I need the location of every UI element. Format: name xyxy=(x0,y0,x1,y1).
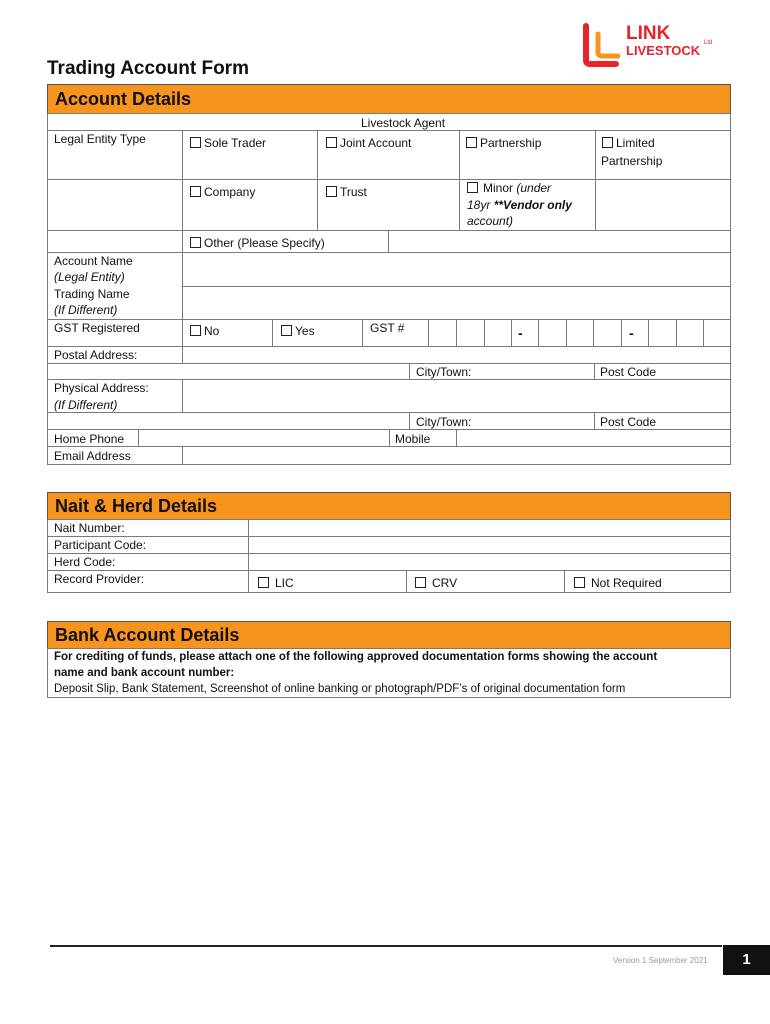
bank-account-header: Bank Account Details xyxy=(47,621,731,649)
herd-code-field[interactable] xyxy=(249,554,730,569)
footer-version: Version 1 September 2021 xyxy=(613,956,708,965)
trading-name-note: (If Different) xyxy=(54,303,118,317)
home-phone-field[interactable] xyxy=(139,430,388,445)
logo-text-bottom: LIVESTOCK xyxy=(626,43,701,58)
option-lic[interactable]: LIC xyxy=(258,575,294,591)
other-checkbox[interactable] xyxy=(190,237,201,248)
nait-number-field[interactable] xyxy=(249,520,730,535)
livestock-agent-label: Livestock Agent xyxy=(361,116,446,130)
page-number: 1 xyxy=(723,945,770,975)
option-gst-no[interactable]: No xyxy=(190,323,219,339)
option-limited-partnership[interactable]: Limited xyxy=(602,135,655,151)
bank-instruction-line1: For crediting of funds, please attach one of the following approved documentation forms showing the account xyxy=(54,651,658,663)
legal-entity-type-label: Legal Entity Type xyxy=(54,132,146,146)
option-joint-account[interactable]: Joint Account xyxy=(326,135,411,151)
nait-number-label: Nait Number: xyxy=(54,521,125,535)
limited-partnership-label-line2: Partnership xyxy=(601,154,663,168)
account-name-field[interactable] xyxy=(183,253,730,285)
physical-address-note: (If Different) xyxy=(54,398,118,412)
minor-label-line3: account) xyxy=(467,214,514,228)
postal-post-code-label: Post Code xyxy=(600,365,657,379)
lic-checkbox[interactable] xyxy=(258,577,269,588)
logo-ltd: Ltd xyxy=(704,40,713,46)
minor-label-line2: 18yr **Vendor only xyxy=(467,198,572,212)
email-address-field[interactable] xyxy=(183,447,730,464)
participant-code-field[interactable] xyxy=(249,537,730,552)
gst-no-checkbox[interactable] xyxy=(190,325,201,336)
logo-text-top: LINK xyxy=(626,23,671,44)
trading-name-field[interactable] xyxy=(183,287,730,318)
gst-yes-checkbox[interactable] xyxy=(281,325,292,336)
postal-address-field[interactable] xyxy=(183,347,730,362)
limited-partnership-checkbox[interactable] xyxy=(602,137,613,148)
crv-checkbox[interactable] xyxy=(415,577,426,588)
company-logo xyxy=(582,22,718,68)
gst-registered-label: GST Registered xyxy=(54,321,140,335)
bank-instruction-line2: name and bank account number: xyxy=(54,667,235,679)
physical-address-field[interactable] xyxy=(183,380,730,411)
gst-number-field[interactable] xyxy=(429,320,730,345)
other-specify-field[interactable] xyxy=(389,231,730,251)
nait-herd-header: Nait & Herd Details xyxy=(47,492,731,520)
email-address-label: Email Address xyxy=(54,449,131,463)
trading-name-label: Trading Name xyxy=(54,287,130,301)
option-crv[interactable]: CRV xyxy=(415,575,457,591)
minor-checkbox[interactable] xyxy=(467,182,478,193)
postal-address-label: Postal Address: xyxy=(54,348,138,362)
participant-code-label: Participant Code: xyxy=(54,538,147,552)
joint-account-checkbox[interactable] xyxy=(326,137,337,148)
logo-mark-icon xyxy=(582,22,622,68)
physical-address-label: Physical Address: xyxy=(54,381,149,395)
livestock-agent-field[interactable] xyxy=(460,114,730,129)
partnership-checkbox[interactable] xyxy=(466,137,477,148)
gst-number-label: GST # xyxy=(370,321,405,335)
gst-dash-1: - xyxy=(518,325,523,341)
option-partnership[interactable]: Partnership xyxy=(466,135,541,151)
mobile-label: Mobile xyxy=(395,432,431,446)
footer-rule xyxy=(50,945,722,947)
option-gst-yes[interactable]: Yes xyxy=(281,323,315,339)
home-phone-label: Home Phone xyxy=(54,432,125,446)
sole-trader-checkbox[interactable] xyxy=(190,137,201,148)
gst-dash-2: - xyxy=(629,325,634,341)
option-company[interactable]: Company xyxy=(190,184,255,200)
account-name-label: Account Name xyxy=(54,254,133,268)
option-sole-trader[interactable]: Sole Trader xyxy=(190,135,266,151)
record-provider-label: Record Provider: xyxy=(54,572,145,586)
not-required-checkbox[interactable] xyxy=(574,577,585,588)
physical-city-label: City/Town: xyxy=(416,415,472,429)
trust-checkbox[interactable] xyxy=(326,186,337,197)
company-checkbox[interactable] xyxy=(190,186,201,197)
postal-city-label: City/Town: xyxy=(416,365,472,379)
mobile-field[interactable] xyxy=(457,430,730,445)
page-title: Trading Account Form xyxy=(47,58,249,79)
account-details-header: Account Details xyxy=(47,84,731,114)
option-not-required[interactable]: Not Required xyxy=(574,575,662,591)
physical-post-code-label: Post Code xyxy=(600,415,657,429)
option-other[interactable]: Other (Please Specify) xyxy=(190,235,325,251)
herd-code-label: Herd Code: xyxy=(54,555,116,569)
option-minor[interactable]: Minor (under xyxy=(467,180,551,196)
bank-documents-list: Deposit Slip, Bank Statement, Screenshot of online banking or photograph/PDF’s of original documentation form xyxy=(54,683,626,695)
account-name-note: (Legal Entity) xyxy=(54,270,125,284)
option-trust[interactable]: Trust xyxy=(326,184,367,200)
